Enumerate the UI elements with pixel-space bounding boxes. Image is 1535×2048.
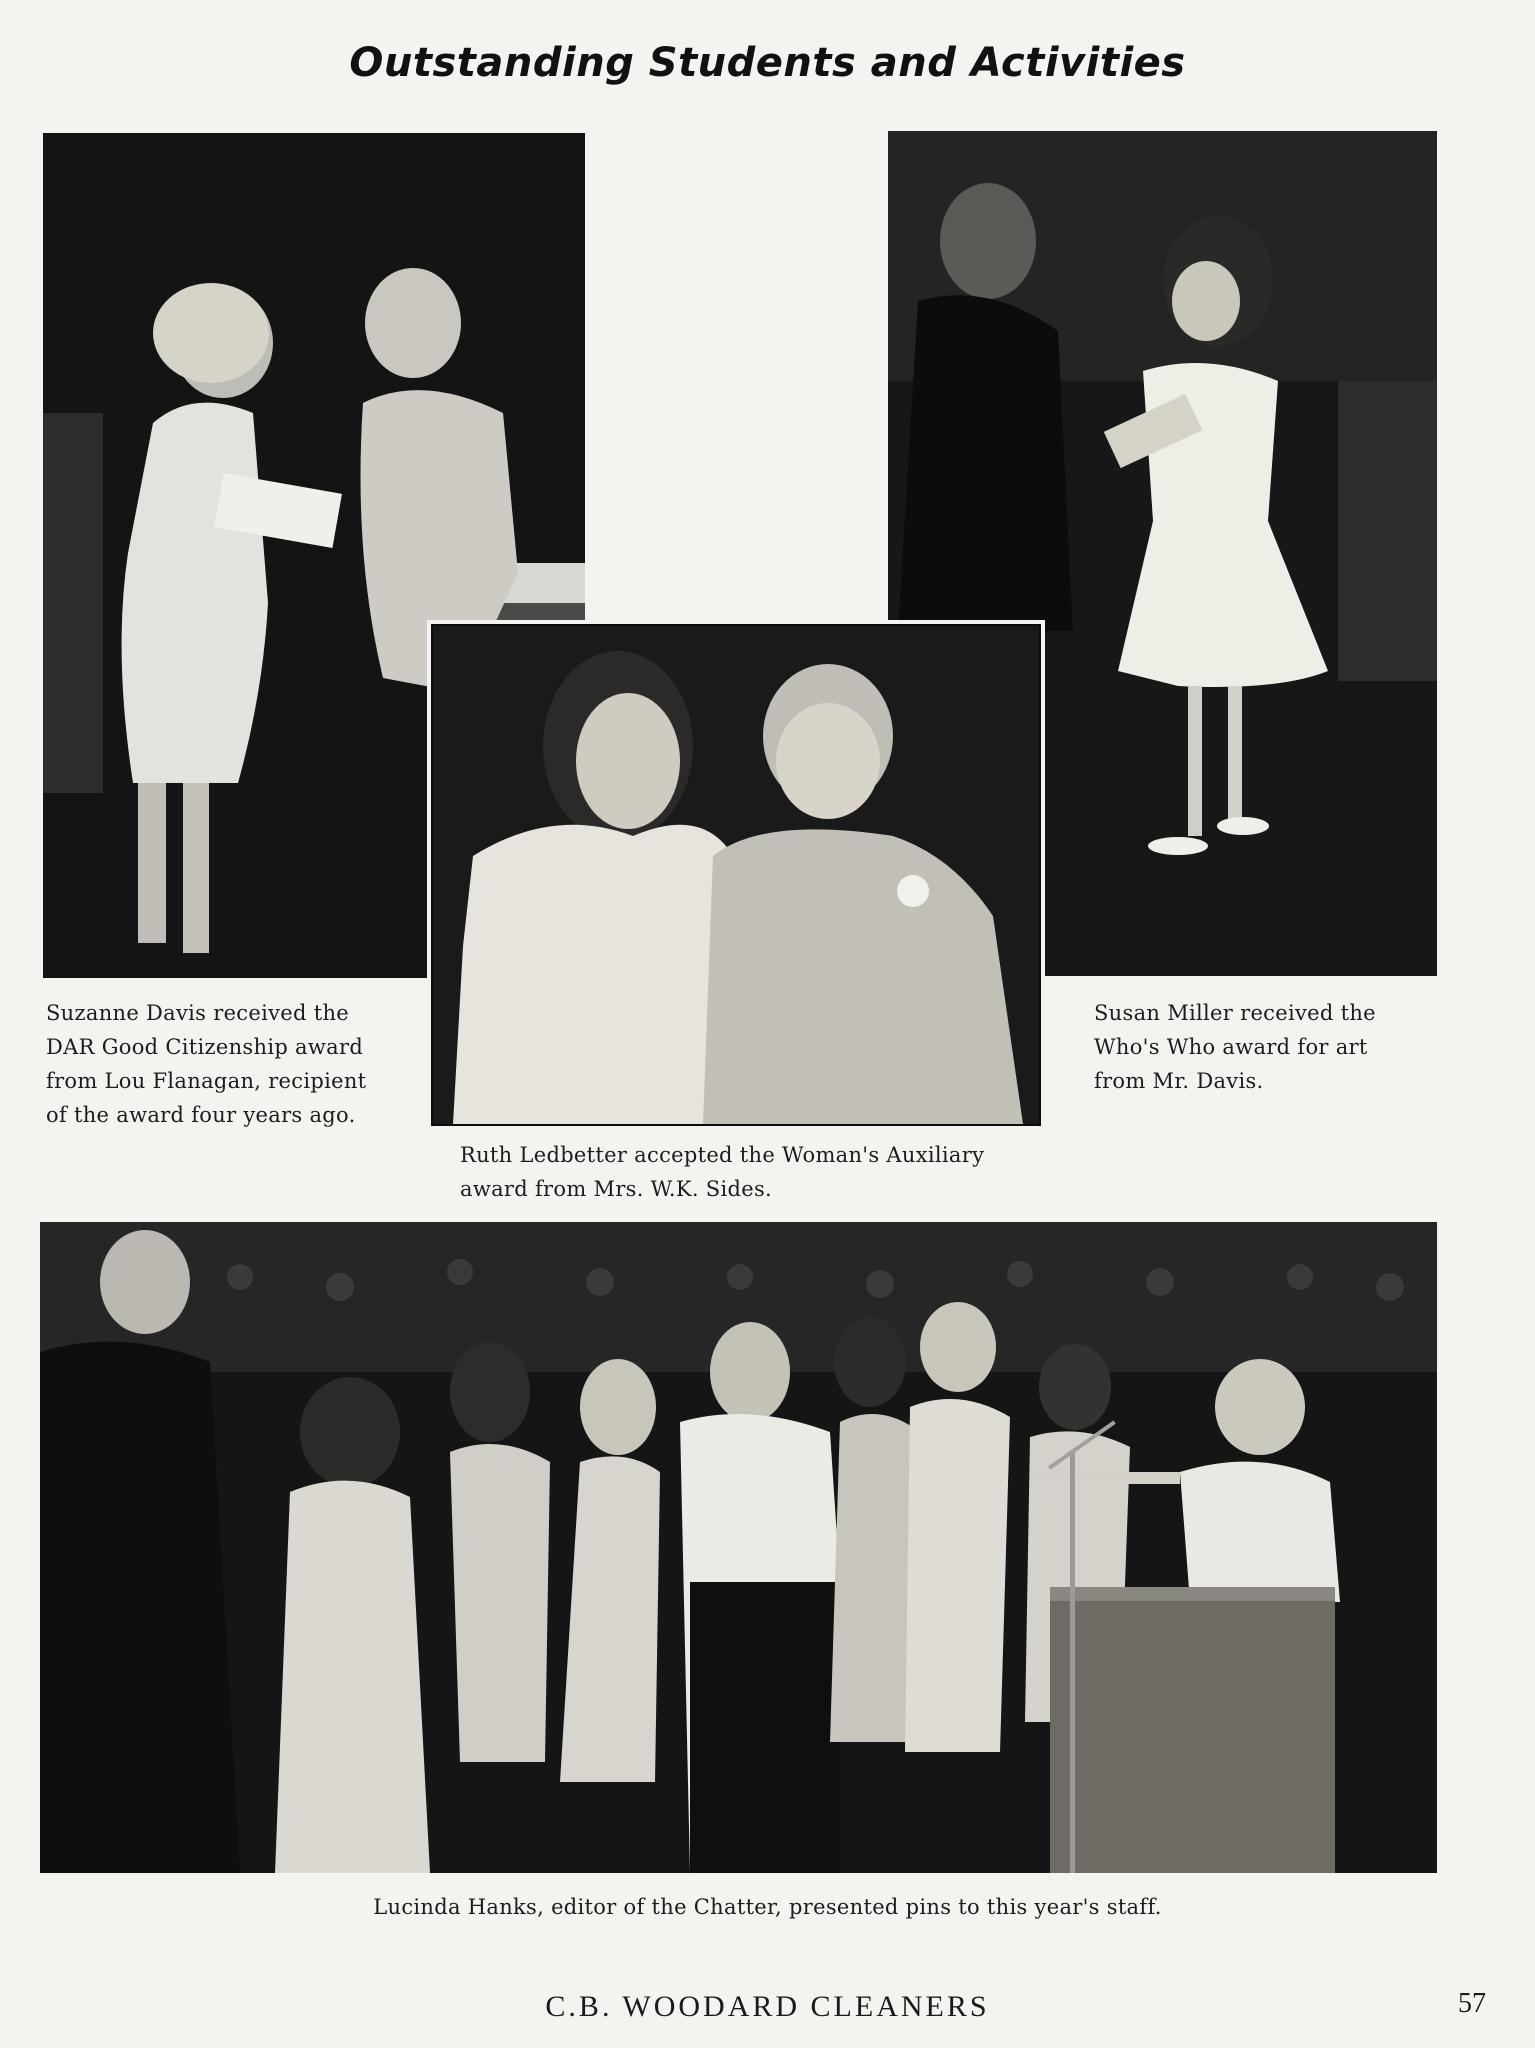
photo-ruth-ledbetter-award: [431, 624, 1041, 1126]
caption-line: from Mr. Davis.: [1094, 1069, 1264, 1093]
caption-line: Ruth Ledbetter accepted the Woman's Auxiliary: [460, 1143, 985, 1167]
page-title: Outstanding Students and Activities: [349, 40, 1186, 86]
caption-line: of the award four years ago.: [46, 1103, 356, 1127]
caption-bottom: [0, 1890, 1535, 1924]
caption-top-left: [46, 996, 446, 1132]
caption-top-right: [1094, 996, 1434, 1098]
caption-center: [460, 1138, 1060, 1206]
caption-line: Who's Who award for art: [1094, 1035, 1368, 1059]
caption-line: DAR Good Citizenship award: [46, 1035, 364, 1059]
sponsor-footer: C.B. WOODARD CLEANERS: [545, 1990, 990, 2023]
caption-line: Suzanne Davis received the: [46, 1001, 350, 1025]
caption-line: Susan Miller received the: [1094, 1001, 1376, 1025]
caption-line: Lucinda Hanks, editor of the Chatter, presented pins to this year's staff.: [373, 1895, 1162, 1919]
page-number: 57: [1458, 1988, 1486, 2019]
caption-line: award from Mrs. W.K. Sides.: [460, 1177, 773, 1201]
caption-line: from Lou Flanagan, recipient: [46, 1069, 367, 1093]
photo-chatter-staff-pins: [40, 1222, 1437, 1873]
